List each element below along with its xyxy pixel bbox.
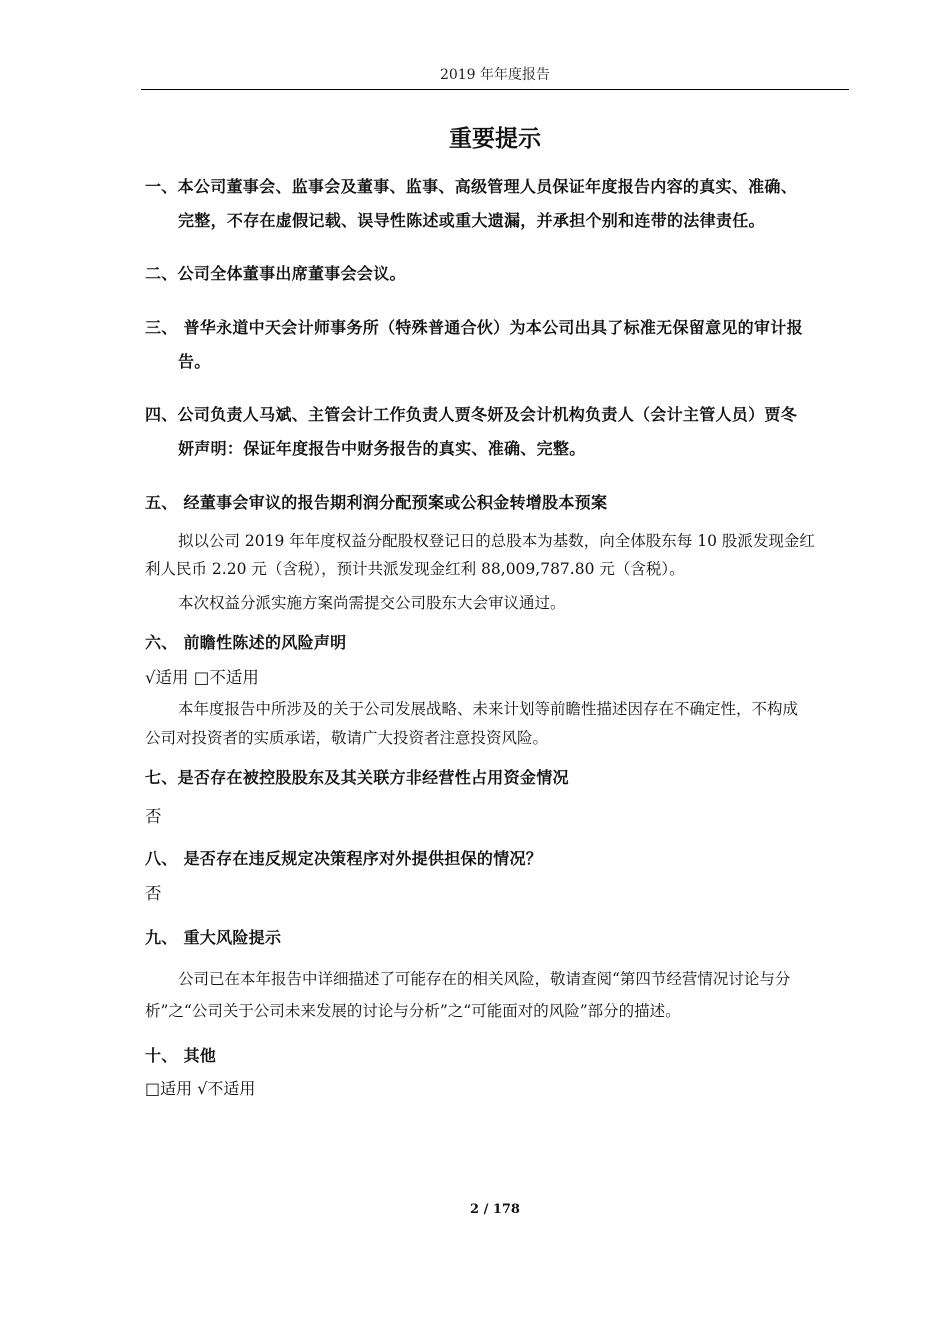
- section-4-line2: 妍声明：保证年度报告中财务报告的真实、准确、完整。: [178, 439, 586, 458]
- section-6-applicability: √适用 □不适用: [145, 668, 259, 687]
- page-number: 2 / 178: [470, 1202, 520, 1217]
- page-title: 重要提示: [449, 126, 541, 152]
- section-6-paragraph-line1: 本年度报告中所涉及的关于公司发展战略、未来计划等前瞻性描述因存在不确定性，不构成: [178, 700, 799, 718]
- section-8-heading: 八、 是否存在违反规定决策程序对外提供担保的情况？: [145, 849, 543, 868]
- header-rule: [141, 89, 849, 90]
- section-6-heading: 六、 前瞻性陈述的风险声明: [145, 633, 347, 652]
- section-2-line1: 二、公司全体董事出席董事会会议。: [145, 264, 406, 283]
- section-5-heading: 五、 经董事会审议的报告期利润分配预案或公积金转增股本预案: [145, 493, 608, 512]
- section-3-line2: 告。: [178, 352, 211, 371]
- section-9-paragraph-line2: 析”之“公司关于公司未来发展的讨论与分析”之“可能面对的风险”部分的描述。: [145, 1002, 681, 1020]
- section-5-paragraph-2: 本次权益分派实施方案尚需提交公司股东大会审议通过。: [178, 594, 566, 612]
- section-1-line1: 一、本公司董事会、监事会及董事、监事、高级管理人员保证年度报告内容的真实、准确、: [145, 177, 798, 196]
- section-8-answer: 否: [145, 884, 162, 903]
- section-10-heading: 十、 其他: [145, 1046, 217, 1065]
- section-4-line1: 四、公司负责人马斌、主管会计工作负责人贾冬妍及会计机构负责人（会计主管人员）贾冬: [145, 405, 798, 424]
- section-3-line1: 三、 普华永道中天会计师事务所（特殊普通合伙）为本公司出具了标准无保留意见的审计报: [145, 318, 803, 337]
- page-header: 2019 年年度报告: [439, 67, 551, 83]
- section-5-paragraph-line1: 拟以公司 2019 年年度权益分配股权登记日的总股本为基数，向全体股东每 10 股派发现金红: [178, 532, 815, 550]
- section-10-applicability: □适用 √不适用: [145, 1079, 256, 1098]
- section-6-paragraph-line2: 公司对投资者的实质承诺，敬请广大投资者注意投资风险。: [145, 729, 549, 747]
- section-9-paragraph-line1: 公司已在本年报告中详细描述了可能存在的相关风险，敬请查阅“第四节经营情况讨论与分: [178, 970, 791, 988]
- section-1-line2: 完整，不存在虚假记载、误导性陈述或重大遗漏，并承担个别和连带的法律责任。: [178, 211, 765, 230]
- section-9-heading: 九、 重大风险提示: [145, 928, 282, 947]
- section-7-answer: 否: [145, 807, 162, 826]
- section-5-paragraph-line2: 利人民币 2.20 元（含税），预计共派发现金红利 88,009,787.80 元（含税）。: [145, 560, 685, 578]
- section-7-heading: 七、是否存在被控股股东及其关联方非经营性占用资金情况: [145, 768, 569, 787]
